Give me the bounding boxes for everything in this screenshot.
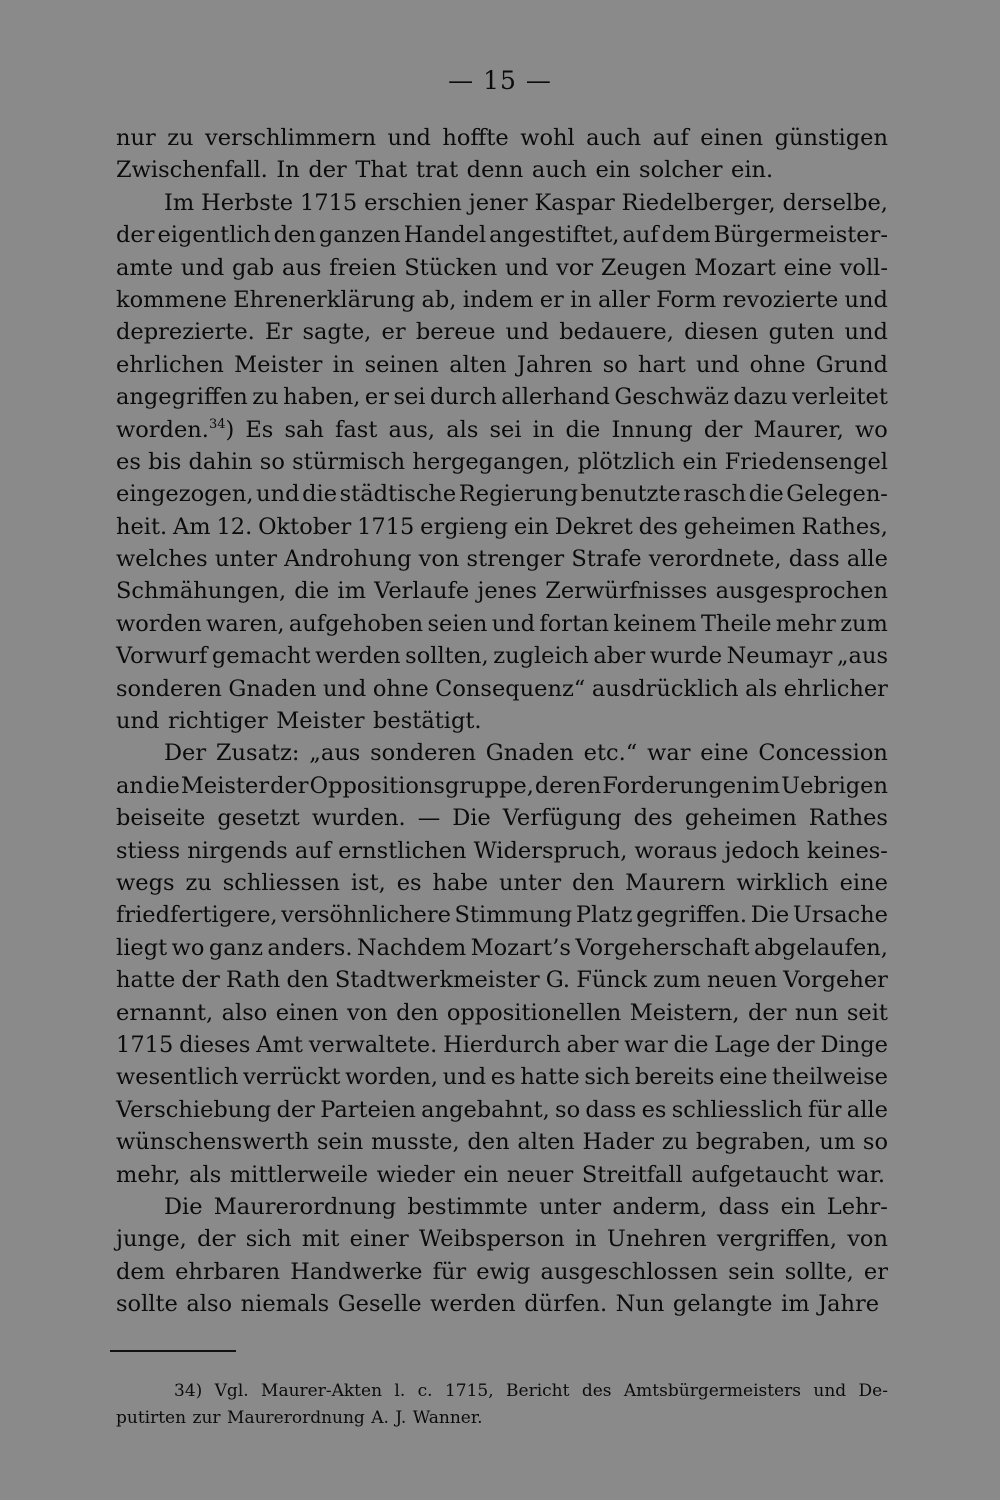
paragraph: [116, 1191, 888, 1321]
text-line: der eigentlich den ganzen Handel angestiftet, auf dem Bürgermeister-: [116, 222, 888, 249]
text-line: Die Maurerordnung bestimmte unter anderm, dass ein Lehr-: [164, 1193, 888, 1220]
text-line: junge, der sich mit einer Weibsperson in Unehren vergriffen, von: [116, 1226, 888, 1253]
text-line: ernannt, also einen von den oppositionellen Meistern, der nun seit: [116, 999, 888, 1026]
text-line: eingezogen, und die städtische Regierung benutzte rasch die Gelegen-: [116, 481, 888, 508]
text-line: Schmähungen, die im Verlaufe jenes Zerwürfnisses ausgesprochen: [116, 578, 888, 605]
text-line: stiess nirgends auf ernstlichen Widerspruch, woraus jedoch keines-: [116, 837, 888, 864]
text-line: Im Herbste 1715 erschien jener Kaspar Riedelberger, derselbe,: [164, 189, 888, 216]
text-line: 1715 dieses Amt verwaltete. Hierdurch aber war die Lage der Dinge: [116, 1031, 888, 1058]
text-line: beiseite gesetzt wurden. — Die Verfügung des geheimen Rathes: [116, 805, 888, 832]
text-line: Der Zusatz: „aus sonderen Gnaden etc.“ war eine Concession: [164, 740, 888, 767]
text-line: worden.$^{34}$) Es sah fast aus, als sei in die Innung der Maurer, wo: [116, 416, 888, 443]
footnote-rule: [110, 1350, 236, 1352]
text-line: heit. Am 12. Oktober 1715 ergieng ein Dekret des geheimen Rathes,: [116, 513, 888, 540]
page-number: — 15 —: [448, 66, 552, 95]
text-line: nur zu verschlimmern und hoffte wohl auch auf einen günstigen: [116, 125, 888, 151]
text-line: Verschiebung der Parteien angebahnt, so dass es schliesslich für alle: [116, 1096, 888, 1123]
text-line: wesentlich verrückt worden, und es hatte sich bereits eine theilweise: [116, 1064, 888, 1091]
text-line: und richtiger Meister bestätigt.: [116, 708, 482, 735]
footnote: [116, 1378, 888, 1432]
text-line: deprezierte. Er sagte, er bereue und bedauere, diesen guten und: [116, 319, 888, 346]
paragraph: [116, 187, 888, 738]
text-line: ehrlichen Meister in seinen alten Jahren so hart und ohne Grund: [116, 351, 888, 378]
text-line: worden waren, aufgehoben seien und fortan keinem Theile mehr zum: [116, 610, 888, 637]
text-line: Zwischenfall. In der That trat denn auch ein solcher ein.: [116, 157, 774, 184]
text-line: es bis dahin so stürmisch hergegangen, plötzlich ein Friedensengel: [116, 448, 888, 475]
footnote-line: putirten zur Maurerordnung A. J. Wanner.: [116, 1408, 483, 1428]
paragraph: [116, 122, 888, 187]
text-line: angegriffen zu haben, er sei durch allerhand Geschwäz dazu verleitet: [116, 384, 888, 411]
text-line: sollte also niemals Geselle werden dürfen. Nun gelangte im Jahre: [116, 1291, 880, 1318]
text-line: wünschenswerth sein musste, den alten Hader zu begraben, um so: [116, 1129, 888, 1156]
text-line: friedfertigere, versöhnlichere Stimmung Platz gegriffen. Die Ursache: [116, 902, 888, 929]
text-line: liegt wo ganz anders. Nachdem Mozart’s Vorgeherschaft abgelaufen,: [116, 934, 888, 961]
text-line: wegs zu schliessen ist, es habe unter den Maurern wirklich eine: [116, 869, 888, 896]
paragraph: [116, 737, 888, 1190]
text-line: amte und gab aus freien Stücken und vor Zeugen Mozart eine voll-: [116, 254, 888, 281]
text-line: Vorwurf gemacht werden sollten, zugleich aber wurde Neumayr „aus: [116, 643, 888, 670]
text-line: sonderen Gnaden und ohne Consequenz“ ausdrücklich als ehrlicher: [116, 675, 888, 702]
footnote-line: 34) Vgl. Maurer-Akten l. c. 1715, Bericht des Amtsbürgermeisters und De-: [174, 1381, 888, 1401]
text-line: mehr, als mittlerweile wieder ein neuer Streitfall aufgetaucht war.: [116, 1161, 885, 1188]
text-line: an die Meister der Oppositionsgruppe, deren Forderungen im Uebrigen: [116, 772, 888, 799]
body-text: [116, 122, 888, 1320]
text-line: dem ehrbaren Handwerke für ewig ausgeschlossen sein sollte, er: [116, 1258, 888, 1285]
text-line: kommene Ehrenerklärung ab, indem er in aller Form revozierte und: [116, 286, 888, 313]
text-line: hatte der Rath den Stadtwerkmeister G. Fünck zum neuen Vorgeher: [116, 967, 888, 994]
text-line: welches unter Androhung von strenger Strafe verordnete, dass alle: [116, 546, 888, 573]
